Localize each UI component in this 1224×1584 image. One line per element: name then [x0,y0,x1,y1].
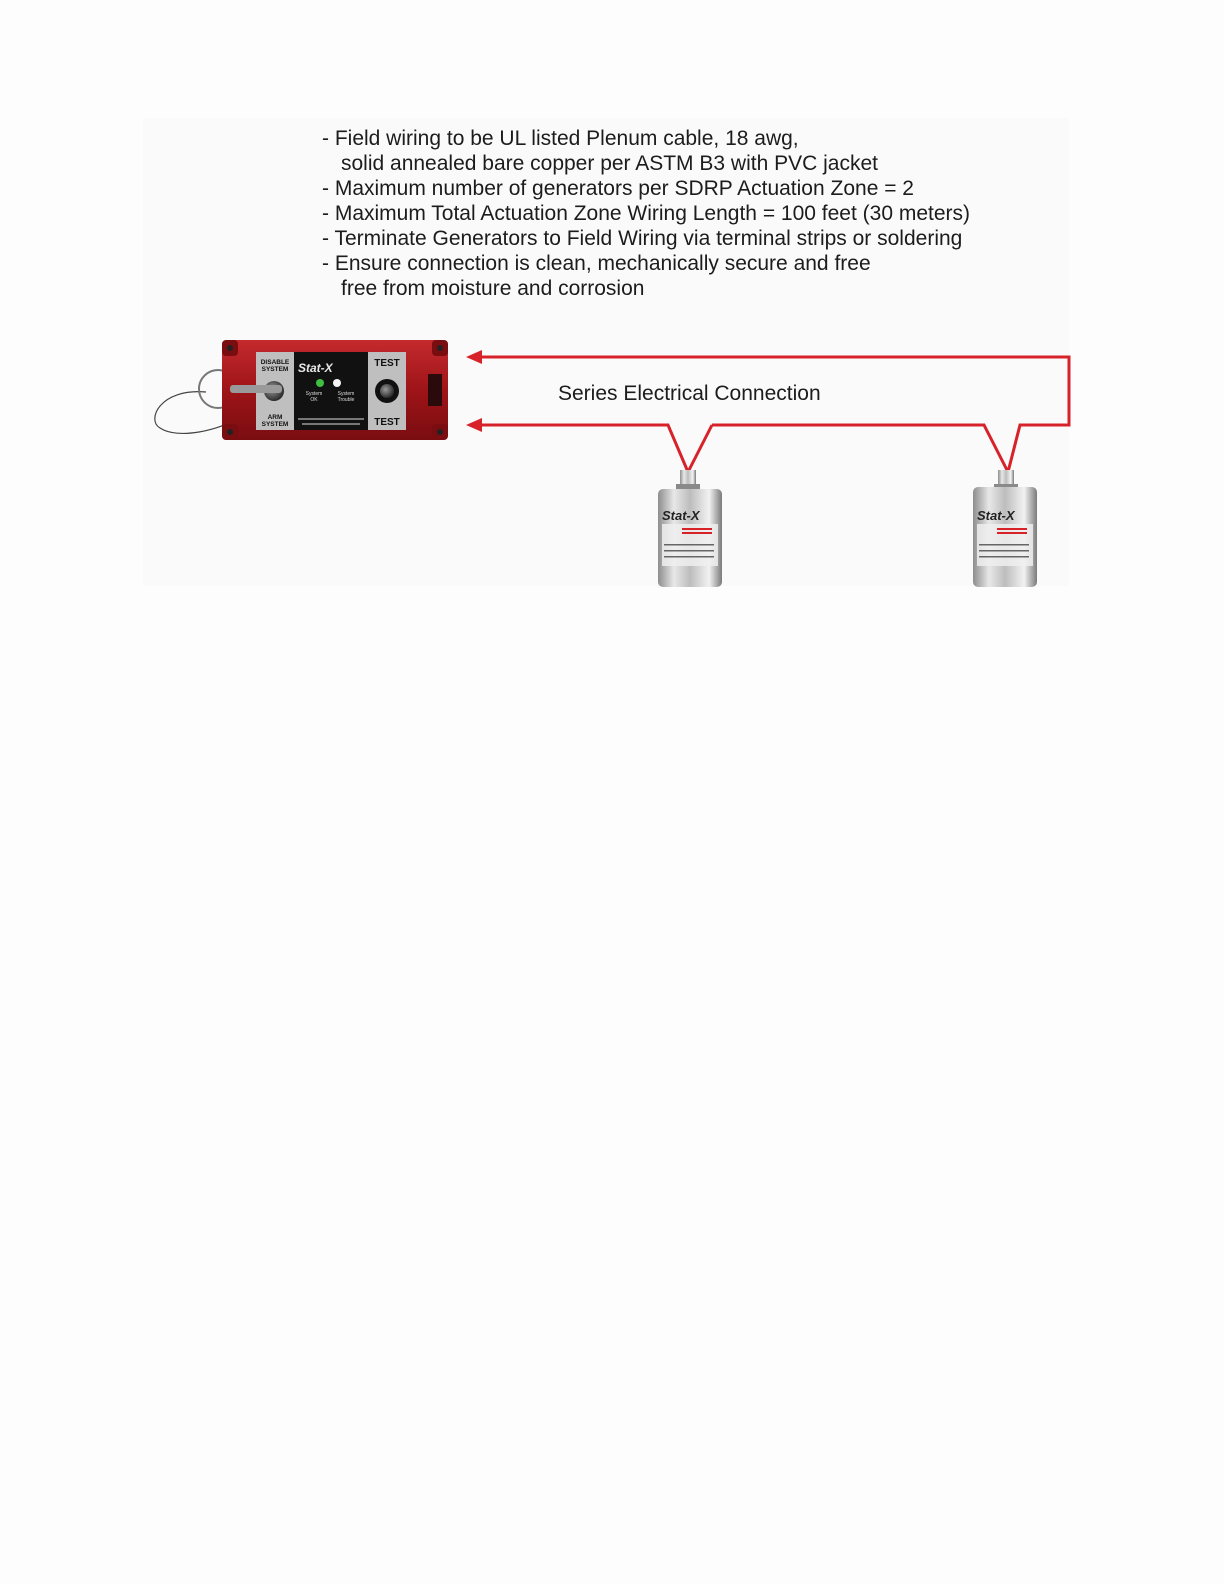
test-label-top: TEST [374,358,400,369]
generator-logo: Stat-X [662,508,700,523]
side-connector [428,374,442,406]
led-ok-label-2: OK [310,397,318,403]
test-label-bottom: TEST [374,417,400,428]
wire-generator-link [712,425,1008,472]
led-trouble-icon [333,379,341,387]
series-wiring [480,357,1069,472]
arrow-icon [466,418,482,432]
led-trouble-label-2: Trouble [337,397,355,403]
generator-1 [658,470,722,587]
note-line: - Field wiring to be UL listed Plenum cable, 18 awg, [322,127,799,150]
wire-top-loop [480,357,1069,472]
control-panel [155,340,448,440]
safety-pin [230,385,282,393]
note-line: - Ensure connection is clean, mechanically secure and free [322,252,871,275]
note-line: free from moisture and corrosion [341,277,645,300]
note-line: - Maximum Total Actuation Zone Wiring Length = 100 feet (30 meters) [322,202,971,225]
note-line: - Terminate Generators to Field Wiring via terminal strips or soldering [322,227,963,250]
led-trouble-label-1: System [337,391,355,397]
generator-2 [973,470,1037,587]
led-ok-label-1: System [305,391,323,397]
arm-label-2: SYSTEM [261,421,289,428]
generator-logo: Stat-X [977,508,1015,523]
disable-label-1: DISABLE [260,359,290,366]
led-ok-icon [316,379,324,387]
brand-logo: Stat-X [298,361,333,375]
wire-bottom-run [480,425,688,472]
wire-generator-1-return [688,425,712,472]
series-connection-label: Series Electrical Connection [558,382,821,405]
note-line: - Maximum number of generators per SDRP Actuation Zone = 2 [322,177,914,200]
arm-label-1: ARM [267,414,283,421]
disable-label-2: SYSTEM [261,366,289,373]
arrow-icon [466,350,482,364]
note-line: solid annealed bare copper per ASTM B3 with PVC jacket [341,152,878,175]
